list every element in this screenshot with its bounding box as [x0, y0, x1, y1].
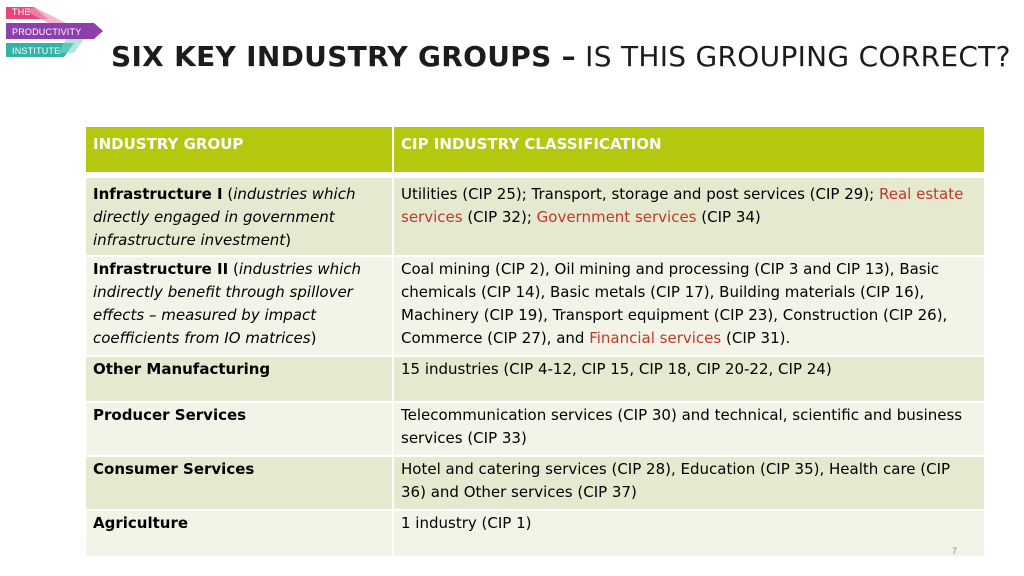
group-name: Producer Services	[93, 406, 247, 424]
page-title	[111, 40, 1011, 73]
group-name: Infrastructure I	[93, 185, 223, 203]
table-row	[86, 456, 984, 510]
header-cip-classification: CIP INDUSTRY CLASSIFICATION	[393, 127, 984, 175]
industry-groups-table	[86, 127, 984, 556]
group-description: industries which indirectly benefit through spillover effects – measured by impact coefficients from IO matrices	[93, 260, 362, 347]
group-name: Agriculture	[93, 514, 189, 532]
logo-line-2: PRODUCTIVITY	[12, 27, 82, 37]
classification-text: Coal mining (CIP 2), Oil mining and processing (CIP 3 and CIP 13), Basic chemicals (CIP 14), Basic metals (CIP 17), Building materials (CIP 16), Machinery (CIP 19), Transport equipment (CIP 23), Construction (CIP 26), Commerce (CIP 27), and	[401, 260, 948, 347]
classification-cell: 15 industries (CIP 4-12, CIP 15, CIP 18, CIP 20-22, CIP 24)	[393, 356, 984, 402]
paren-open: (	[222, 185, 234, 203]
classification-text: (CIP 32);	[462, 208, 537, 226]
table-row	[86, 402, 984, 456]
highlight-text: Financial services	[589, 329, 722, 347]
table-row	[86, 510, 984, 556]
table-row	[86, 175, 984, 256]
group-cell	[86, 356, 393, 402]
highlight-text: Government services	[536, 208, 697, 226]
group-description: industries which directly engaged in government infrastructure investment	[93, 185, 356, 249]
page-title-bold: SIX KEY INDUSTRY GROUPS –	[111, 40, 576, 73]
paren-close: )	[310, 329, 317, 347]
logo-line-1: THE	[12, 7, 31, 17]
page-number: 7	[952, 546, 958, 556]
table-row	[86, 256, 984, 356]
classification-cell	[393, 256, 984, 356]
group-cell	[86, 256, 393, 356]
group-cell	[86, 456, 393, 510]
group-cell	[86, 175, 393, 256]
logo-line-3: INSTITUTE	[12, 46, 61, 56]
header-industry-group: INDUSTRY GROUP	[86, 127, 393, 175]
classification-cell: Telecommunication services (CIP 30) and technical, scientific and business services (CIP 33)	[393, 402, 984, 456]
group-name: Other Manufacturing	[93, 360, 271, 378]
paren-open: (	[228, 260, 239, 278]
highlight-text: Real estate services	[401, 185, 964, 226]
classification-cell: 1 industry (CIP 1)	[393, 510, 984, 556]
productivity-institute-logo	[6, 5, 106, 63]
classification-cell: Hotel and catering services (CIP 28), Education (CIP 35), Health care (CIP 36) and Other services (CIP 37)	[393, 456, 984, 510]
group-name: Consumer Services	[93, 460, 255, 478]
classification-text: (CIP 31).	[721, 329, 791, 347]
group-cell	[86, 510, 393, 556]
page-title-light: IS THIS GROUPING CORRECT?	[575, 40, 1011, 73]
group-name: Infrastructure II	[93, 260, 229, 278]
classification-text: (CIP 34)	[696, 208, 761, 226]
paren-close: )	[285, 231, 292, 249]
classification-cell	[393, 175, 984, 256]
table-header-row	[86, 127, 984, 175]
classification-text: Utilities (CIP 25); Transport, storage and post services (CIP 29);	[401, 185, 880, 203]
table-row	[86, 356, 984, 402]
group-cell	[86, 402, 393, 456]
